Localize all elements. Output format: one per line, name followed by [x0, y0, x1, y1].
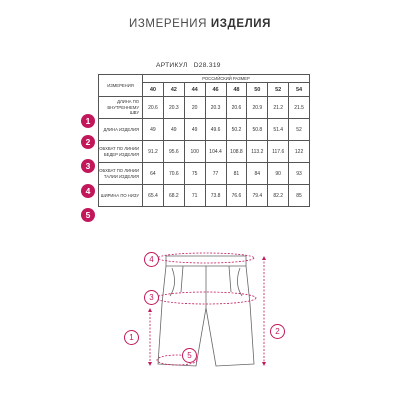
table-cell: 64	[143, 163, 164, 185]
size-header: 44	[184, 83, 205, 97]
article-label: АРТИКУЛ	[156, 62, 188, 69]
diagram-marker-4: 4	[144, 252, 159, 267]
table-cell: 21.2	[268, 97, 289, 119]
article-value: D28.319	[193, 62, 221, 69]
table-cell: 100	[184, 141, 205, 163]
table-cell: 49	[184, 119, 205, 141]
size-table	[98, 74, 310, 207]
size-header: 48	[226, 83, 247, 97]
size-group-label: РОССИЙСКИЙ РАЗМЕР	[143, 75, 310, 83]
table-cell: 77	[205, 163, 226, 185]
diagram-marker-3: 3	[144, 290, 159, 305]
table-cell: 84	[247, 163, 268, 185]
row-number-badge: 2	[81, 135, 95, 149]
size-header: 50	[247, 83, 268, 97]
row-label: ДЛИНА ИЗДЕЛИЯ	[99, 119, 143, 141]
table-cell: 91.2	[143, 141, 164, 163]
table-cell: 95.6	[163, 141, 184, 163]
table-cell: 75	[184, 163, 205, 185]
row-number-badge: 4	[81, 184, 95, 198]
table-row	[99, 119, 310, 141]
table-cell: 85	[289, 185, 310, 207]
table-cell: 113.2	[247, 141, 268, 163]
table-cell: 51.4	[268, 119, 289, 141]
article-line	[156, 62, 221, 69]
title-light: ИЗМЕРЕНИЯ	[128, 18, 208, 30]
size-header: 46	[205, 83, 226, 97]
table-cell: 49.6	[205, 119, 226, 141]
shorts-diagram	[78, 244, 322, 394]
table-cell: 122	[289, 141, 310, 163]
table-cell: 108.8	[226, 141, 247, 163]
table-cell: 49	[163, 119, 184, 141]
table-cell: 20.3	[205, 97, 226, 119]
row-number-badge: 3	[81, 159, 95, 173]
table-cell: 20.6	[143, 97, 164, 119]
table-cell: 20.3	[163, 97, 184, 119]
table-cell: 20.6	[226, 97, 247, 119]
size-group-row	[99, 75, 310, 83]
diagram-marker-2: 2	[270, 324, 285, 339]
table-cell: 70.6	[163, 163, 184, 185]
table-row	[99, 141, 310, 163]
row-label: ДЛИНА ПО ВНУТРЕННЕМУ ШВУ	[99, 97, 143, 119]
size-header: 40	[143, 83, 164, 97]
table-cell: 50.2	[226, 119, 247, 141]
table-corner-label: ИЗМЕРЕНИЯ	[99, 75, 143, 97]
table-cell: 71	[184, 185, 205, 207]
table-cell: 93	[289, 163, 310, 185]
table-cell: 21.5	[289, 97, 310, 119]
table-cell: 81	[226, 163, 247, 185]
size-header: 42	[163, 83, 184, 97]
table-row	[99, 163, 310, 185]
row-label: ОБХВАТ ПО ЛИНИИ ТАЛИИ ИЗДЕЛИЯ	[99, 163, 143, 185]
table-row	[99, 185, 310, 207]
diagram-marker-5: 5	[182, 348, 197, 363]
size-header: 54	[289, 83, 310, 97]
table-cell: 20	[184, 97, 205, 119]
measurements-card	[78, 4, 322, 396]
row-number-badge: 1	[81, 114, 95, 128]
table-cell: 104.4	[205, 141, 226, 163]
table-cell: 65.4	[143, 185, 164, 207]
title-bold: ИЗДЕЛИЯ	[210, 18, 271, 30]
row-label: ШИРИНА ПО НИЗУ	[99, 185, 143, 207]
row-label: ОБХВАТ ПО ЛИНИИ БЕДЕР ИЗДЕЛИЯ	[99, 141, 143, 163]
table-cell: 73.8	[205, 185, 226, 207]
table-cell: 52	[289, 119, 310, 141]
row-number-badge: 5	[81, 208, 95, 222]
size-header: 52	[268, 83, 289, 97]
table-cell: 20.9	[247, 97, 268, 119]
table-cell: 49	[143, 119, 164, 141]
table-cell: 90	[268, 163, 289, 185]
table-row	[99, 97, 310, 119]
shorts-outline	[78, 244, 322, 394]
table-cell: 82.2	[268, 185, 289, 207]
table-cell: 50.8	[247, 119, 268, 141]
table-cell: 79.4	[247, 185, 268, 207]
table-cell: 68.2	[163, 185, 184, 207]
page-title	[78, 18, 322, 30]
table-cell: 76.6	[226, 185, 247, 207]
table-cell: 117.6	[268, 141, 289, 163]
diagram-marker-1: 1	[124, 330, 139, 345]
